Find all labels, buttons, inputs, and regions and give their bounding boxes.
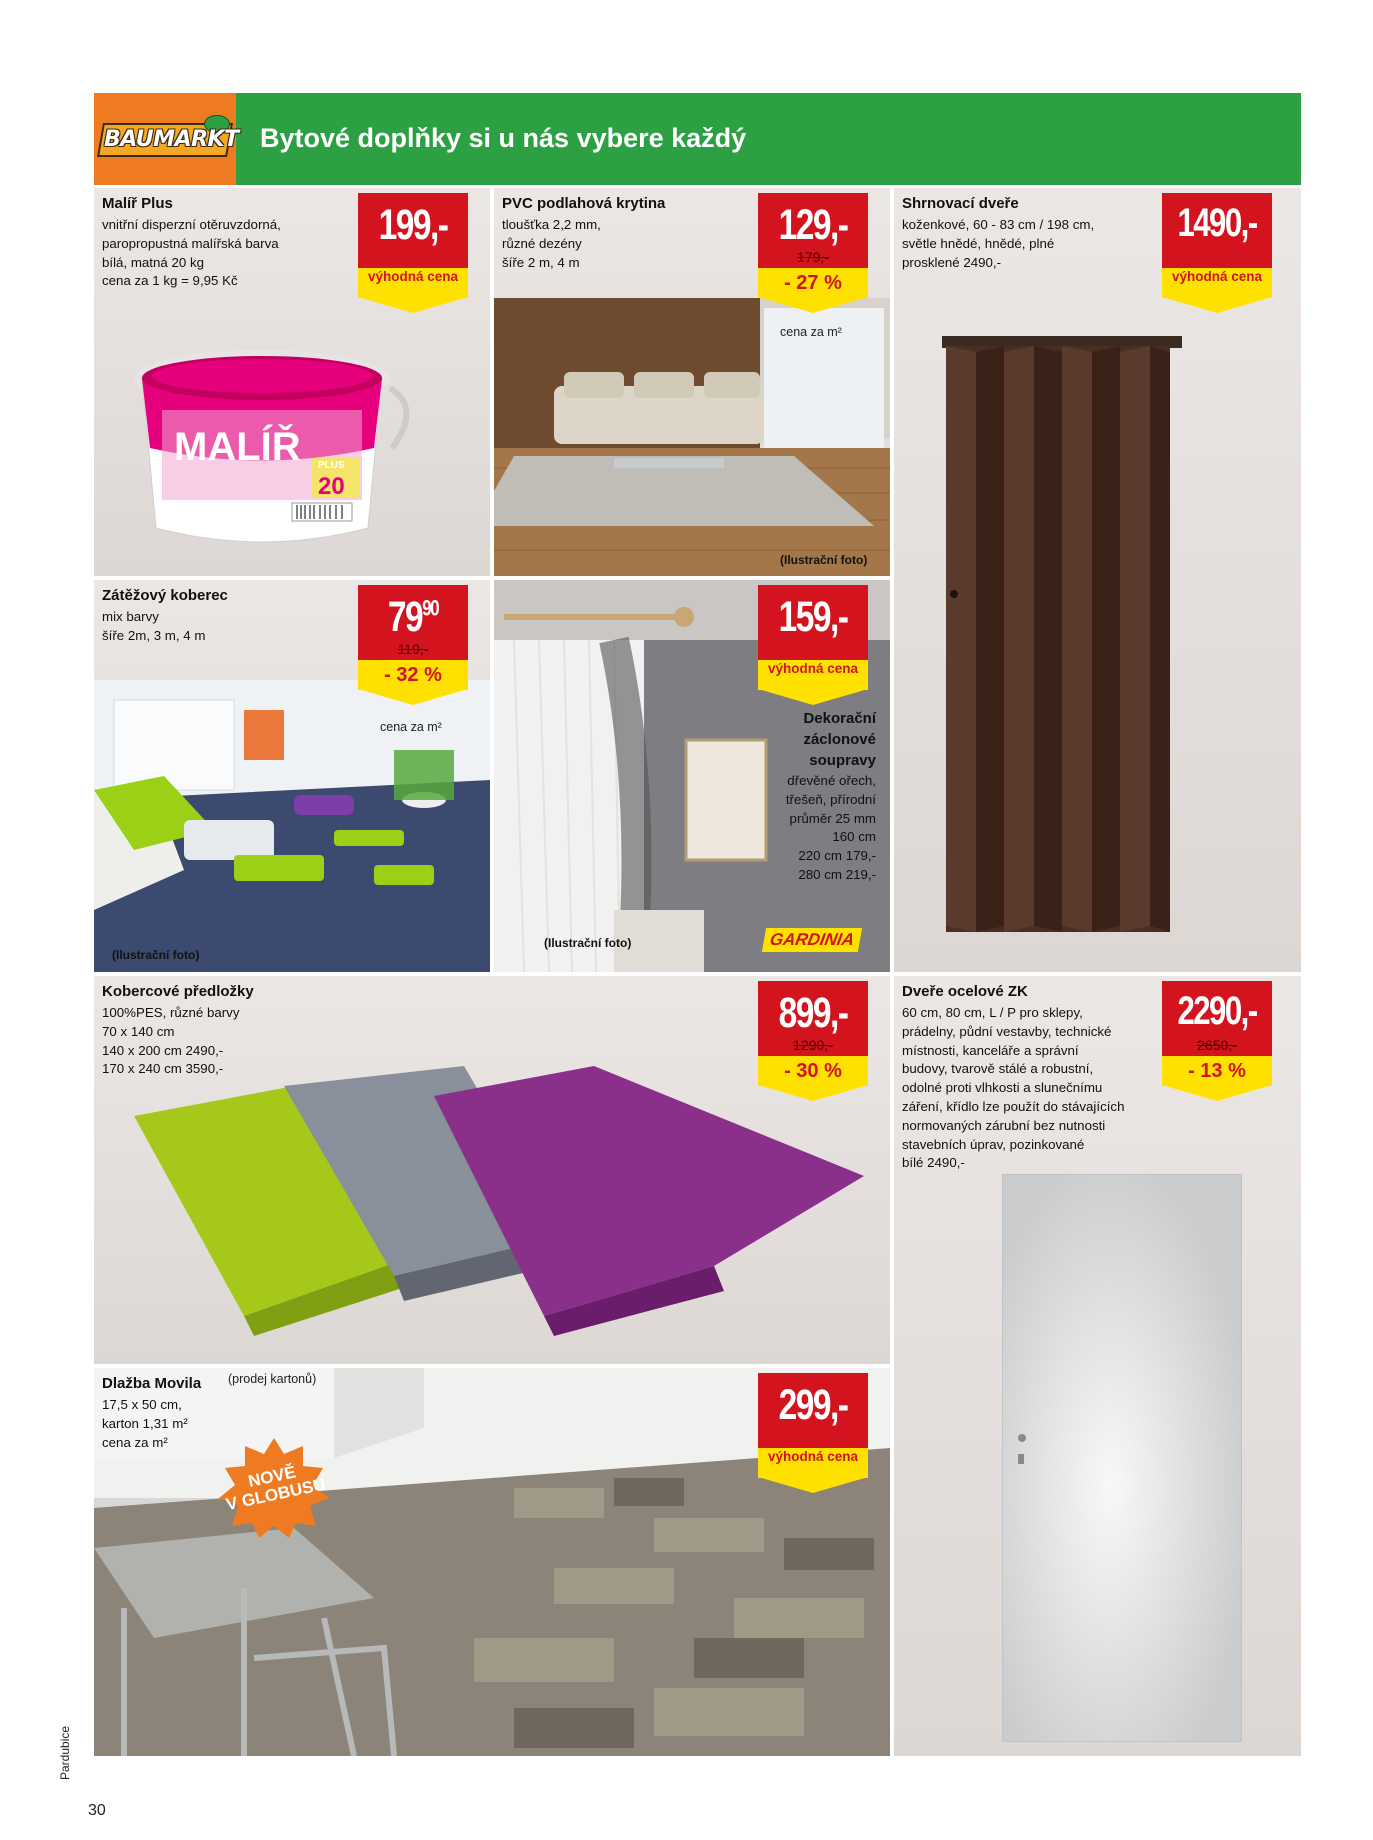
price-main: 79 xyxy=(387,593,423,641)
product-description: tloušťka 2,2 mm, různé dezény šíře 2 m, 4 m xyxy=(502,217,601,270)
price-tag xyxy=(758,1373,868,1497)
baumarkt-logo[interactable] xyxy=(94,93,239,185)
discount-badge: - 30 % xyxy=(784,1060,842,1082)
price-tag xyxy=(358,585,468,709)
product-carpet[interactable] xyxy=(94,580,490,972)
product-description: dřevěné ořech, třešeň, přírodní průměr 25 mm 160 cm 220 cm 179,- 280 cm 219,- xyxy=(785,773,876,882)
badge-label: výhodná cena xyxy=(1171,269,1263,284)
bucket-label: MALÍŘ xyxy=(174,425,301,469)
price-value: 129,- xyxy=(778,201,848,249)
price-value: 2290,- xyxy=(1177,989,1257,1033)
discount-badge: - 27 % xyxy=(784,272,842,294)
product-title: Dekorační záclonové soupravy xyxy=(803,710,876,769)
product-description: 17,5 x 50 cm, karton 1,31 m² cena za m² xyxy=(102,1397,188,1450)
badge-label: výhodná cena xyxy=(767,1449,859,1464)
bucket-sub-label: PLUS xyxy=(318,460,345,471)
product-curtain-rod[interactable] xyxy=(494,580,890,972)
paint-bucket-image xyxy=(122,338,422,558)
product-rugs[interactable] xyxy=(94,976,890,1364)
product-tiles[interactable] xyxy=(94,1368,890,1756)
product-folding-door[interactable] xyxy=(894,188,1301,972)
product-title: Dveře ocelové ZK xyxy=(902,983,1028,1000)
price-tag xyxy=(758,193,868,317)
price-tag xyxy=(358,193,468,317)
badge-label: výhodná cena xyxy=(367,269,459,284)
price-value: 299,- xyxy=(778,1381,848,1429)
illustration-note: (Ilustrační foto) xyxy=(112,948,200,962)
price-value: 1490,- xyxy=(1177,201,1257,245)
price-tag xyxy=(1162,193,1272,317)
steel-door-image xyxy=(1002,1174,1242,1742)
old-price: 1290,- xyxy=(793,1037,833,1053)
new-badge-text: NOVĚ V GLOBUSU xyxy=(224,1462,328,1515)
old-price: 119,- xyxy=(397,641,429,657)
shaggy-rugs-image xyxy=(124,1066,864,1356)
new-in-globus-badge xyxy=(219,1438,329,1538)
price-tag xyxy=(758,585,868,709)
price-value: 199,- xyxy=(378,201,448,249)
old-price: 2650,- xyxy=(1197,1037,1237,1053)
product-description: koženkové, 60 - 83 cm / 198 cm, světle hnědé, hnědé, plné prosklené 2490,- xyxy=(902,217,1095,270)
price-tag xyxy=(1162,981,1272,1105)
product-title: Shrnovací dveře xyxy=(902,195,1019,212)
title-note: (prodej kartonů) xyxy=(228,1372,317,1386)
discount-badge: - 32 % xyxy=(384,664,442,686)
price-unit-note: cena za m² xyxy=(780,325,842,339)
city-label: Pardubice xyxy=(58,1725,72,1780)
price-value xyxy=(370,593,456,642)
product-steel-door[interactable] xyxy=(894,976,1301,1756)
page-number: 30 xyxy=(88,1802,106,1819)
product-malir-plus[interactable] xyxy=(94,188,490,576)
price-cents: 90 xyxy=(422,595,439,621)
product-title: PVC podlahová krytina xyxy=(502,195,666,212)
price-value: 899,- xyxy=(778,989,848,1037)
product-title: Malíř Plus xyxy=(102,195,173,212)
discount-badge: - 13 % xyxy=(1188,1060,1246,1082)
product-description: 100%PES, různé barvy 70 x 140 cm 140 x 200 cm 2490,- 170 x 240 cm 3590,- xyxy=(102,1005,240,1077)
folding-door-image xyxy=(942,336,1202,936)
price-tag xyxy=(758,981,868,1105)
page-headline: Bytové doplňky si u nás vybere každý xyxy=(260,123,747,153)
bucket-size-label: 20 xyxy=(318,473,345,500)
illustration-note: (Ilustrační foto) xyxy=(544,936,632,950)
product-pvc-flooring[interactable] xyxy=(494,188,890,576)
product-title: Kobercové předložky xyxy=(102,983,254,1000)
product-title: Zátěžový koberec xyxy=(102,587,228,604)
logo-text: BAUMARKT xyxy=(104,127,239,152)
product-description: vnitřní disperzní otěruvzdorná, paropropustná malířská barva bílá, matná 20 kg cena za 1 kg = 9,95 Kč xyxy=(102,217,281,289)
living-room-photo xyxy=(494,298,890,576)
product-title: Dlažba Movila xyxy=(102,1375,202,1392)
gardinia-logo: GARDINIA xyxy=(762,928,862,952)
old-price: 179,- xyxy=(797,249,829,265)
illustration-note: (Ilustrační foto) xyxy=(780,553,868,567)
price-unit-note: cena za m² xyxy=(380,720,442,734)
product-description: mix barvy šíře 2m, 3 m, 4 m xyxy=(102,609,206,643)
header-banner xyxy=(94,93,1301,185)
product-description: 60 cm, 80 cm, L / P pro sklepy, prádelny, půdní vestavby, technické místnosti, kanceláře a správní budovy, tvarově stálé a robustní, odolné proti vlhkosti a slunečnímu záření, křídlo lze použít do stávajících normovaných zárubní bez nutnosti stavebních úprav, pozinkované bílé 2490,- xyxy=(902,1005,1125,1171)
badge-label: výhodná cena xyxy=(767,661,859,676)
price-value: 159,- xyxy=(778,593,848,641)
